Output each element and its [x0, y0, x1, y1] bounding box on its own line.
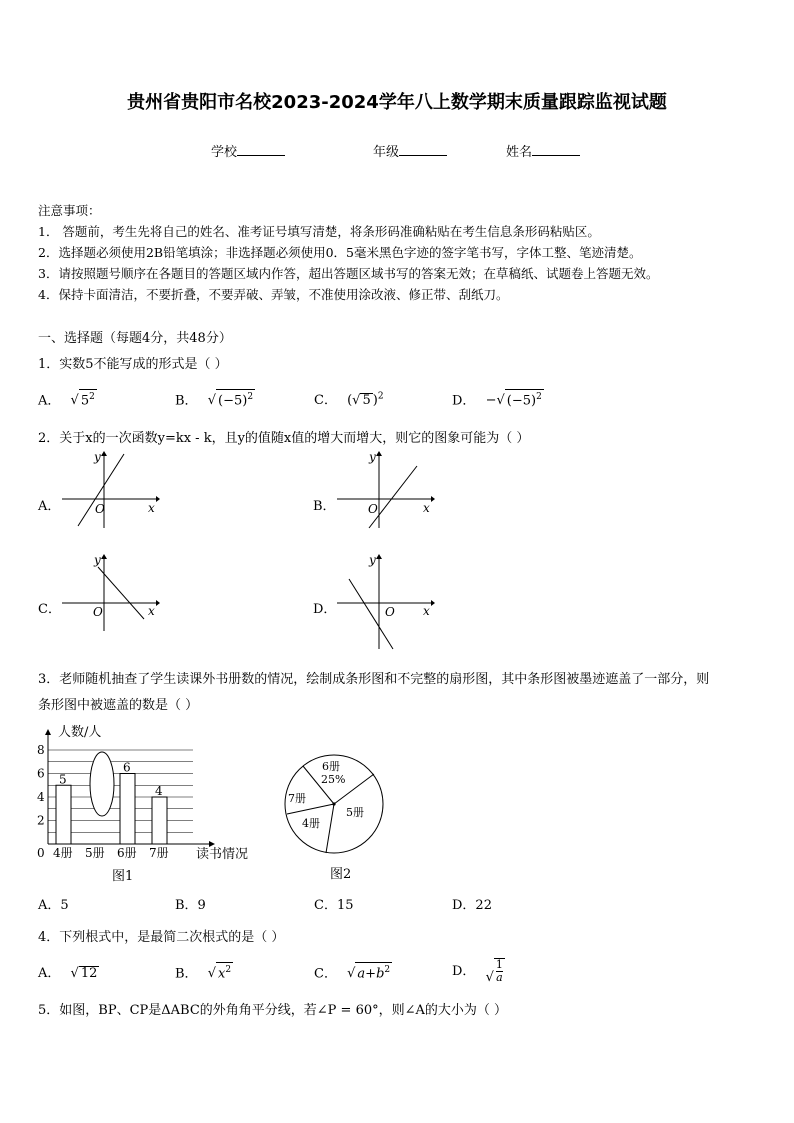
- y-tick-label: 6: [37, 766, 45, 781]
- question-3-stem: [38, 667, 778, 719]
- bar: [56, 785, 71, 844]
- pie-label-25pct: 25%: [321, 773, 346, 786]
- x-axis-label: x: [148, 604, 155, 618]
- notice-item: 1． 答题前，考生先将自己的姓名、准考证号填写清楚，将条形码准确粘贴在考生信息条形码粘贴区。: [38, 224, 600, 239]
- option-letter: D．: [452, 964, 476, 979]
- option-letter: C．: [314, 393, 337, 408]
- q3-stem-line1: 3．老师随机抽查了学生读课外书册数的情况，绘制成条形图和不完整的扇形图，其中条形图被墨迹遮盖了一部分，则: [38, 672, 710, 687]
- q2-graph-b[interactable]: [335, 450, 435, 530]
- section-heading: 一、选择题（每题4分，共48分）: [38, 331, 232, 346]
- figure-1-caption: 图1: [112, 869, 134, 884]
- bar-value-label: 6: [123, 760, 131, 775]
- y-tick-label: 0: [37, 846, 45, 860]
- y-axis-label: y: [369, 553, 376, 567]
- pie-label-5: 5册: [346, 806, 364, 819]
- name-field[interactable]: [506, 141, 580, 160]
- pie-label-4: 4册: [302, 817, 320, 830]
- y-axis-label: y: [369, 450, 376, 464]
- option-letter: D．: [452, 393, 476, 409]
- q3-option-b[interactable]: B．9: [175, 898, 206, 913]
- option-letter: A．: [38, 393, 61, 409]
- bar: [120, 774, 135, 845]
- y-tick-label: 8: [37, 743, 45, 757]
- notice-item: 2．选择题必须使用2B铅笔填涂；非选择题必须使用0．5毫米黑色字迹的签字笔书写，字体工整、笔迹清楚。: [38, 245, 642, 260]
- origin-label: O: [385, 605, 395, 619]
- name-label: 姓名: [506, 145, 533, 160]
- y-axis-label: y: [94, 553, 101, 567]
- q3-option-c[interactable]: C．15: [314, 898, 354, 913]
- x-axis-label: x: [423, 501, 430, 515]
- q4-option-d[interactable]: D． √ $\frac{1}{a}$: [452, 958, 503, 985]
- x-axis-title: 读书情况: [196, 847, 249, 862]
- school-label: 学校: [211, 145, 238, 160]
- question-2-stem: 2．关于x的一次函数y=kx - k，且y的值随x值的增大而增大，则它的图象可能为（ ）: [38, 431, 530, 446]
- q4-option-b[interactable]: B． √ $x^2$: [175, 962, 233, 981]
- q2-graph-c[interactable]: [60, 553, 160, 633]
- option-letter: A．: [38, 966, 61, 981]
- x-category-label: 6册: [117, 846, 137, 860]
- notice-item: 4．保持卡面清洁，不要折叠，不要弄破、弄皱，不准使用涂改液、修正带、刮纸刀。: [38, 287, 509, 302]
- q2-option-d-label[interactable]: D．: [313, 602, 337, 617]
- pie-chart: [282, 752, 388, 858]
- origin-label: O: [95, 502, 105, 516]
- figure-2-caption: 图2: [330, 867, 352, 882]
- option-letter: B．: [175, 966, 198, 982]
- bar-value-label: 5: [59, 772, 67, 787]
- page-title: 贵州省贵阳市名校2023-2024学年八上数学期末质量跟踪监视试题: [127, 92, 667, 113]
- x-category-label: 5册: [85, 846, 105, 860]
- pie-center: [332, 802, 335, 805]
- q3-option-a[interactable]: A．5: [38, 898, 69, 913]
- x-axis-label: x: [148, 501, 155, 515]
- q1-option-d[interactable]: D． −√ $(-5)^2$: [452, 389, 544, 408]
- grade-blank[interactable]: [399, 143, 447, 156]
- y-axis-label: y: [94, 450, 101, 464]
- question-1-stem: 1．实数5不能写成的形式是（ ）: [38, 357, 228, 372]
- x-axis-label: x: [423, 604, 430, 618]
- x-category-label: 7册: [149, 846, 169, 860]
- notice-heading: 注意事项：: [38, 203, 101, 218]
- q2-option-a-label[interactable]: A．: [38, 499, 61, 514]
- bar: [152, 797, 167, 844]
- q1-option-b[interactable]: B． √ $(-5)^2$: [175, 389, 255, 408]
- notice-item: 3．请按照题号顺序在各题目的答题区域内作答，超出答题区域书写的答案无效；在草稿纸、试题卷上答题无效。: [38, 266, 659, 281]
- bar-chart: [28, 722, 260, 882]
- x-category-label: 4册: [53, 846, 73, 860]
- notice-block: [38, 200, 778, 305]
- option-letter: C．: [314, 966, 337, 982]
- q2-graph-d[interactable]: [335, 553, 435, 653]
- y-tick-label: 2: [37, 813, 45, 828]
- y-tick-label: 4: [37, 790, 45, 804]
- origin-label: O: [368, 502, 378, 516]
- grade-label: 年级: [373, 145, 400, 160]
- q1-option-c[interactable]: C． (√ 5 )$^2$: [314, 391, 384, 408]
- name-blank[interactable]: [532, 143, 580, 156]
- bar-value-label: 4: [155, 784, 163, 798]
- ink-blot: [90, 752, 114, 816]
- q3-stem-line2: 条形图中被遮盖的数是（ ）: [38, 698, 199, 713]
- option-letter: B．: [175, 393, 198, 409]
- question-5-stem: 5．如图，BP、CP是ΔABC的外角角平分线，若∠P = 60°，则∠A的大小为（ ）: [38, 1003, 508, 1018]
- q3-option-d[interactable]: D．22: [452, 898, 492, 913]
- school-field[interactable]: [211, 141, 285, 160]
- origin-label: O: [93, 605, 103, 619]
- q1-option-a[interactable]: A． √ $5^2$: [38, 389, 97, 408]
- pie-label-7: 7册: [288, 792, 306, 805]
- q4-option-a[interactable]: A． √ 12: [38, 966, 98, 981]
- q2-graph-a[interactable]: [60, 450, 160, 530]
- pie-label-6: 6册: [322, 760, 340, 773]
- q2-option-c-label[interactable]: C．: [38, 602, 61, 617]
- q2-option-b-label[interactable]: B．: [313, 499, 336, 514]
- grade-field[interactable]: [373, 141, 447, 160]
- question-4-stem: 4．下列根式中，是最简二次根式的是（ ）: [38, 930, 285, 945]
- y-axis-title: 人数/人: [58, 725, 102, 740]
- school-blank[interactable]: [237, 143, 285, 156]
- q4-option-c[interactable]: C． √ $a+b^2$: [314, 962, 392, 981]
